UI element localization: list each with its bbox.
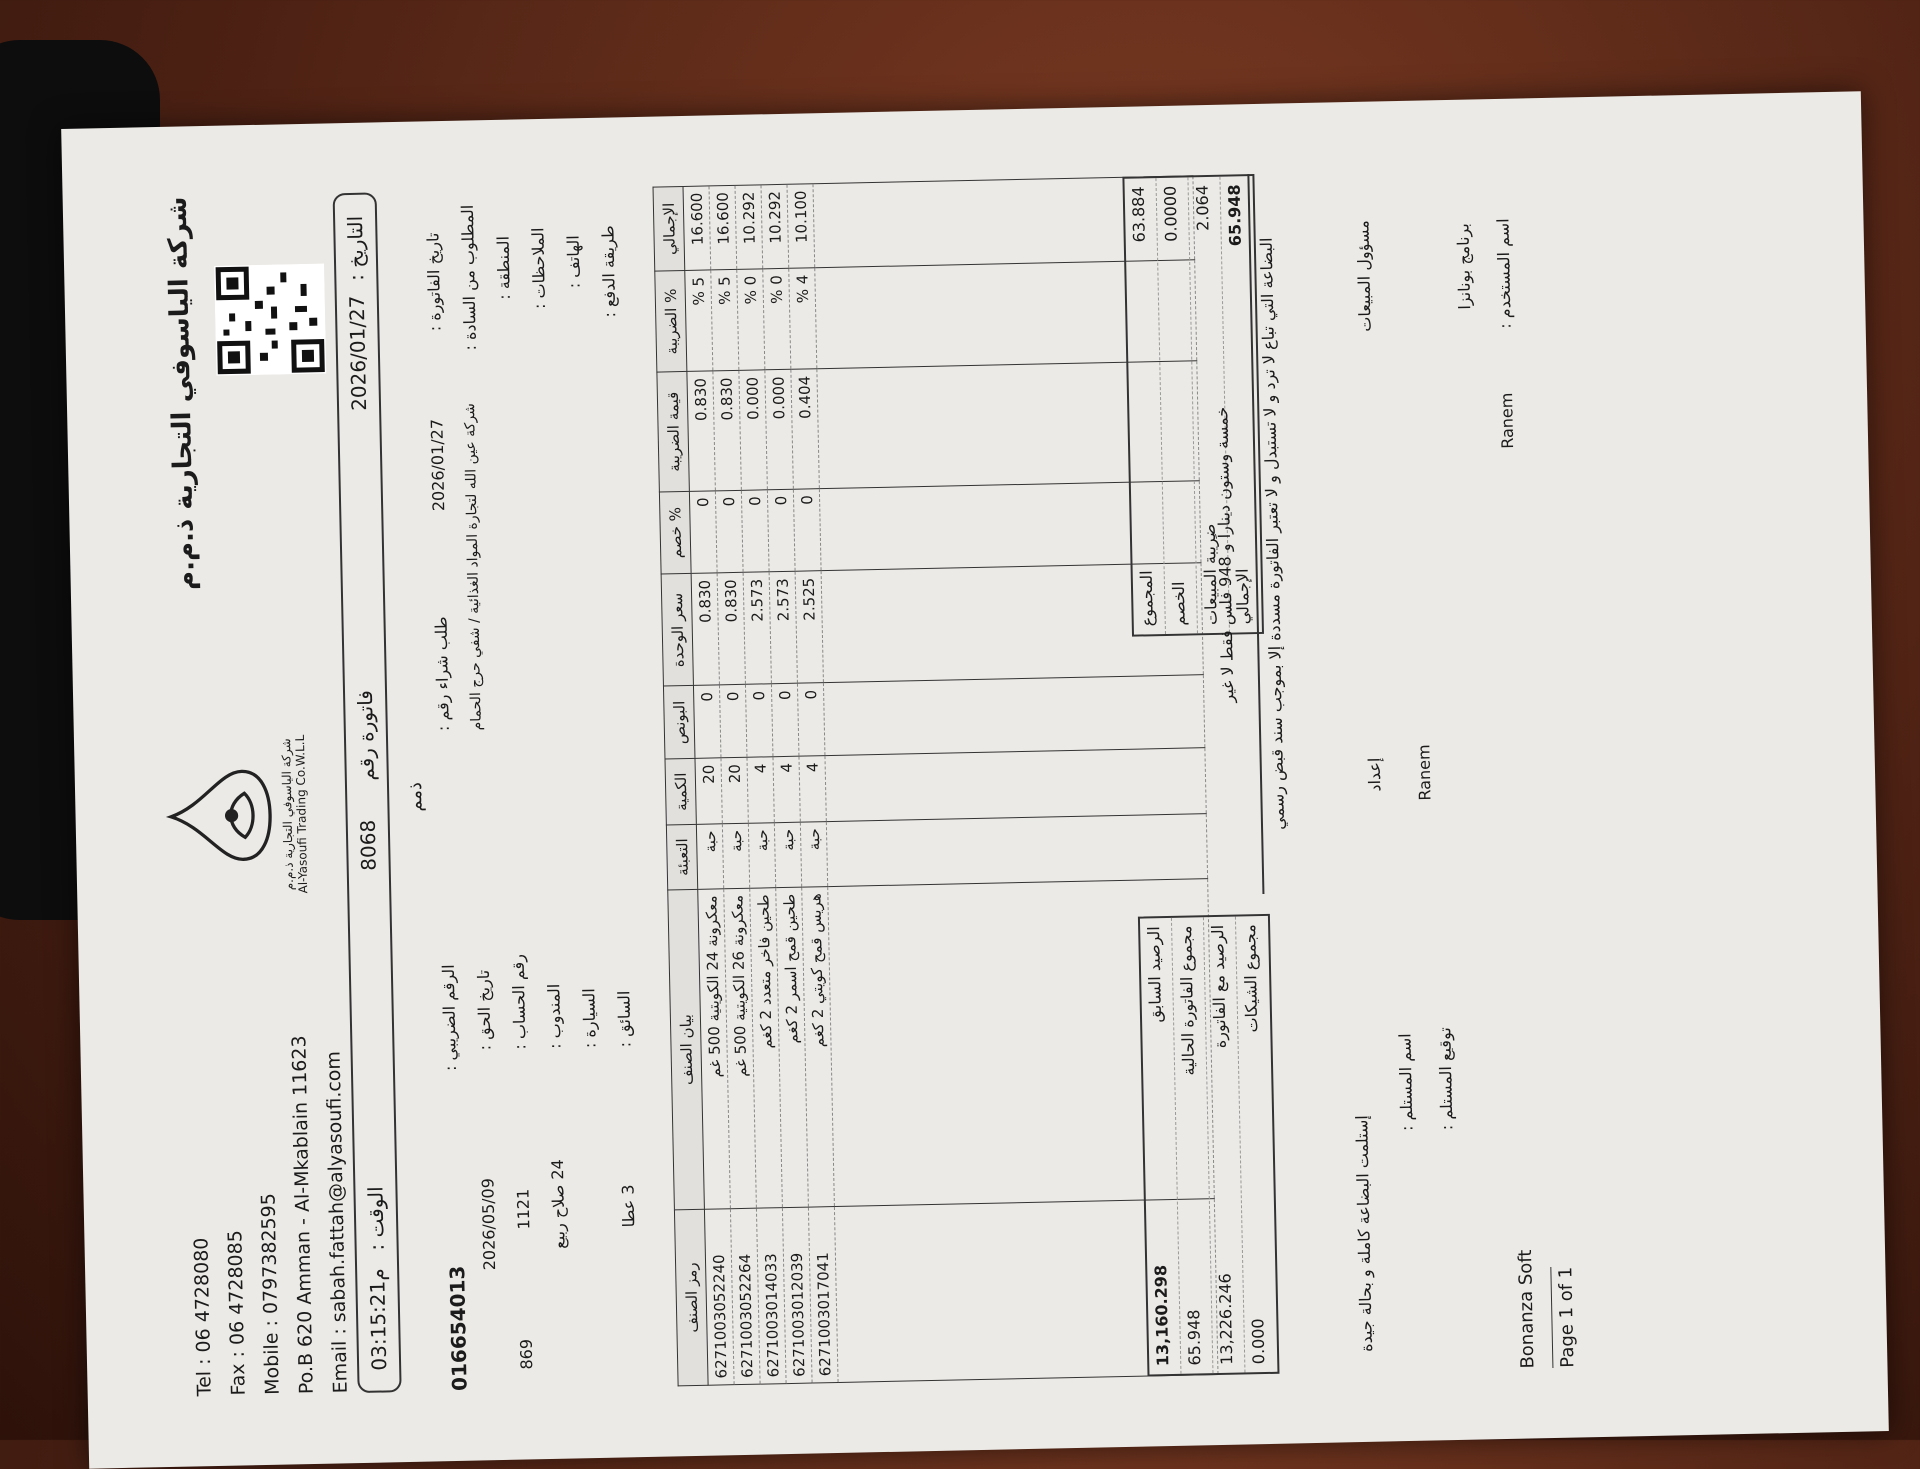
col-qty: الكمية <box>665 759 696 825</box>
tax-number: 016654013 <box>445 1265 472 1392</box>
invoice-label: فاتورة رقم <box>352 689 379 781</box>
current-invoice-label: مجموع الفاتورة الحالية <box>1176 925 1199 1076</box>
phone-label: الهاتف : <box>563 235 584 289</box>
cell: 6271003052240 <box>704 1209 734 1386</box>
cell: 16.600 <box>683 186 711 271</box>
grand-total-label: الإجمالي <box>1232 568 1253 625</box>
cell: 0.830 <box>691 573 719 686</box>
prepared-by-label: إعداد <box>1364 757 1385 792</box>
cell: حبة <box>800 822 827 888</box>
cell: 0 <box>793 488 821 571</box>
cheques-total-label: مجموع الشيكات <box>1240 924 1262 1033</box>
cell: % 4 <box>789 268 817 370</box>
cell: 0 <box>693 685 721 758</box>
notes-label: الملاحظات : <box>528 227 550 310</box>
driver-label: السائق : <box>614 990 635 1048</box>
tel: Tel : 06 4728080 <box>190 1237 216 1397</box>
sales-rep-label: المندوب : <box>544 983 565 1050</box>
cell: معكرونة 26 الكويتية 500 غم <box>724 888 757 1208</box>
totals-box <box>1122 174 1264 637</box>
sum-value: 63.884 <box>1128 186 1149 243</box>
cell: 20 <box>695 758 722 824</box>
driver: 3 عطا <box>618 1184 639 1228</box>
sales-tax-label: ضريبة المبيعات <box>1199 523 1221 626</box>
customer-name: شركة عين الله لتجارة المواد الغذائية / شفي حرج الحمام <box>461 403 485 731</box>
account-number: 1121 <box>513 1188 534 1230</box>
prev-balance: 13,160.298 <box>1151 1264 1173 1367</box>
cell: 16.600 <box>709 185 737 270</box>
cell: 0 <box>741 490 769 573</box>
balance-with-invoice-label: الرصيد مع الفاتورة <box>1208 924 1230 1049</box>
cell: حبة <box>774 822 801 888</box>
invoice-type: ذمم <box>404 781 427 812</box>
payment-label: طريقة الدفع : <box>598 225 620 318</box>
discount-value: 0.0000 <box>1160 185 1181 242</box>
invoice-date-label: تاريخ الفاتورة : <box>423 232 445 332</box>
cell: 2.525 <box>795 571 823 684</box>
company-name: شركة الياسوفي التجارية ذ.م.م <box>162 196 201 591</box>
col-description: بيان الصنف <box>668 889 705 1210</box>
date-value: 2026/01/27 <box>344 295 372 412</box>
software-name: Bonanza Soft <box>1514 1249 1539 1369</box>
invoice-page <box>122 123 1828 1438</box>
po-label: طلب شراء رقم : <box>431 616 453 732</box>
cell: 0.000 <box>739 370 767 490</box>
col-bonus: البونص <box>663 686 695 759</box>
cell: 6271003017041 <box>808 1206 838 1383</box>
cell: 6271003052264 <box>730 1208 760 1385</box>
col-pack: التعبئة <box>666 824 697 890</box>
recipient-name-label: اسم المستلم : <box>1395 1033 1417 1132</box>
area-label: المنطقة : <box>493 235 514 300</box>
balance-with-invoice: 13,226.246 <box>1215 1273 1237 1366</box>
sales-tax-value: 2.064 <box>1192 184 1213 232</box>
cell: 4 <box>773 756 800 822</box>
cell: 0 <box>745 684 773 757</box>
amount-in-words: خمسة وستون ديناراً و 948 فلس فقط لا غير <box>1212 406 1238 703</box>
cell: 10.292 <box>735 185 763 270</box>
col-discount: خصم % <box>659 491 691 574</box>
cell: % 5 <box>685 270 713 372</box>
due-date-label: تاريخ الحق : <box>473 969 495 1051</box>
col-unit-price: سعر الوحدة <box>661 574 693 687</box>
cell: 4 <box>799 756 826 822</box>
cell: طحين فاخر متعدد 2 كغم <box>750 888 783 1208</box>
logo-text-ar: شركة الياسوفي التجارية ذ.م.م <box>278 738 297 891</box>
cell: 0 <box>715 490 743 573</box>
account-extra: 869 <box>516 1338 537 1370</box>
invoice-paper <box>61 91 1889 1468</box>
cell: 0.000 <box>765 370 793 490</box>
cell: حبة <box>748 823 775 889</box>
user-name: Ranem <box>1497 392 1518 449</box>
sum-label: المجموع <box>1136 570 1157 627</box>
grand-total-value: 65.948 <box>1224 184 1245 247</box>
prepared-by: Ranem <box>1414 744 1435 801</box>
cell: حبة <box>722 823 749 889</box>
cell: % 0 <box>763 268 791 370</box>
balance-box <box>1138 914 1280 1377</box>
current-invoice: 65.948 <box>1184 1309 1205 1366</box>
goods-received-statement: إستلمت البضاعة كاملة و بحالة جيدة <box>1352 1115 1377 1353</box>
cell: 0 <box>767 489 795 572</box>
cell: 0 <box>689 491 717 574</box>
sales-rep: 24 صلاح ربيع <box>547 1159 569 1250</box>
invoice-date: 2026/01/27 <box>427 418 449 512</box>
time-value: 03:15:21م <box>365 1268 392 1371</box>
cell: 10.292 <box>761 184 789 269</box>
po-box: Po.B 620 Amman - Al-Mkablain 11623 <box>288 1035 318 1395</box>
invoice-number: 8068 <box>355 819 381 871</box>
company-logo <box>164 714 318 917</box>
discount-label: الخصم <box>1168 581 1189 626</box>
col-total: الإجمالي <box>653 186 685 271</box>
cell: 0.830 <box>713 371 741 491</box>
cell: 10.100 <box>787 184 815 269</box>
cell: % 5 <box>711 270 739 372</box>
sales-manager-label: مسؤول المبيعات <box>1353 220 1375 332</box>
cell: 6271003014033 <box>756 1208 786 1385</box>
mobile: Mobile : 0797382595 <box>257 1192 284 1396</box>
qr-code-icon <box>214 264 326 376</box>
time-label: الوقت : <box>363 1186 389 1251</box>
cell: 4 <box>747 757 774 823</box>
car-label: السيارة : <box>579 988 600 1049</box>
date-label: التاريخ : <box>343 215 369 282</box>
account-label: رقم الحساب : <box>508 953 530 1050</box>
tax-number-label: الرقم الضريبي : <box>438 964 460 1072</box>
cell: 0 <box>771 684 799 757</box>
user-name-label: اسم المستخدم : <box>1493 218 1515 329</box>
fax: Fax : 06 4728085 <box>224 1229 250 1396</box>
cell: 2.573 <box>743 572 771 685</box>
cell: 0.404 <box>791 369 819 489</box>
cell: معكرونة 24 الكويتية 500 غم <box>698 889 731 1209</box>
col-tax-pct: الضريبة % <box>655 271 687 373</box>
logo-text-en: Al-Yasoufi Trading Co.W.L.L <box>292 734 311 894</box>
due-date: 2026/05/09 <box>478 1177 500 1271</box>
program-name: برنامج بونانزا <box>1453 223 1475 310</box>
logo-drop-icon <box>164 760 276 872</box>
cell: % 0 <box>737 269 765 371</box>
cheques-total: 0.000 <box>1248 1318 1269 1365</box>
cell: 0.830 <box>717 573 745 686</box>
cell: حبة <box>696 824 723 890</box>
prev-balance-label: الرصيد السابق <box>1144 926 1166 1023</box>
col-tax-value: قيمة الضريبة <box>657 372 689 492</box>
recipient-signature-label: توقيع المستلم : <box>1435 1027 1457 1131</box>
cell: 0.830 <box>687 371 715 491</box>
col-code: رمز الصنف <box>674 1209 708 1386</box>
cell: 0 <box>719 685 747 758</box>
email: Email : sabah.fattah@alyasoufi.com <box>322 1050 352 1394</box>
return-policy-notice: البضاعة التي تباع لا ترد و لا تستبدل و لا تعتبر الفاتورة مسددة إلا بموجب سند قبض رسمي <box>1247 174 1289 894</box>
cell: 20 <box>721 757 748 823</box>
cell: 2.573 <box>769 572 797 685</box>
cell: هريس قمح كويتي 2 كغم <box>802 887 835 1207</box>
contact-block <box>178 933 358 1396</box>
customer-label: المطلوب من السادة : <box>457 204 480 351</box>
cell: 0 <box>797 683 825 756</box>
page-number: Page 1 of 1 <box>1550 1267 1578 1369</box>
cell: طحين قمح اسمر 2 كغم <box>776 887 809 1207</box>
cell: 6271003012039 <box>782 1207 812 1384</box>
